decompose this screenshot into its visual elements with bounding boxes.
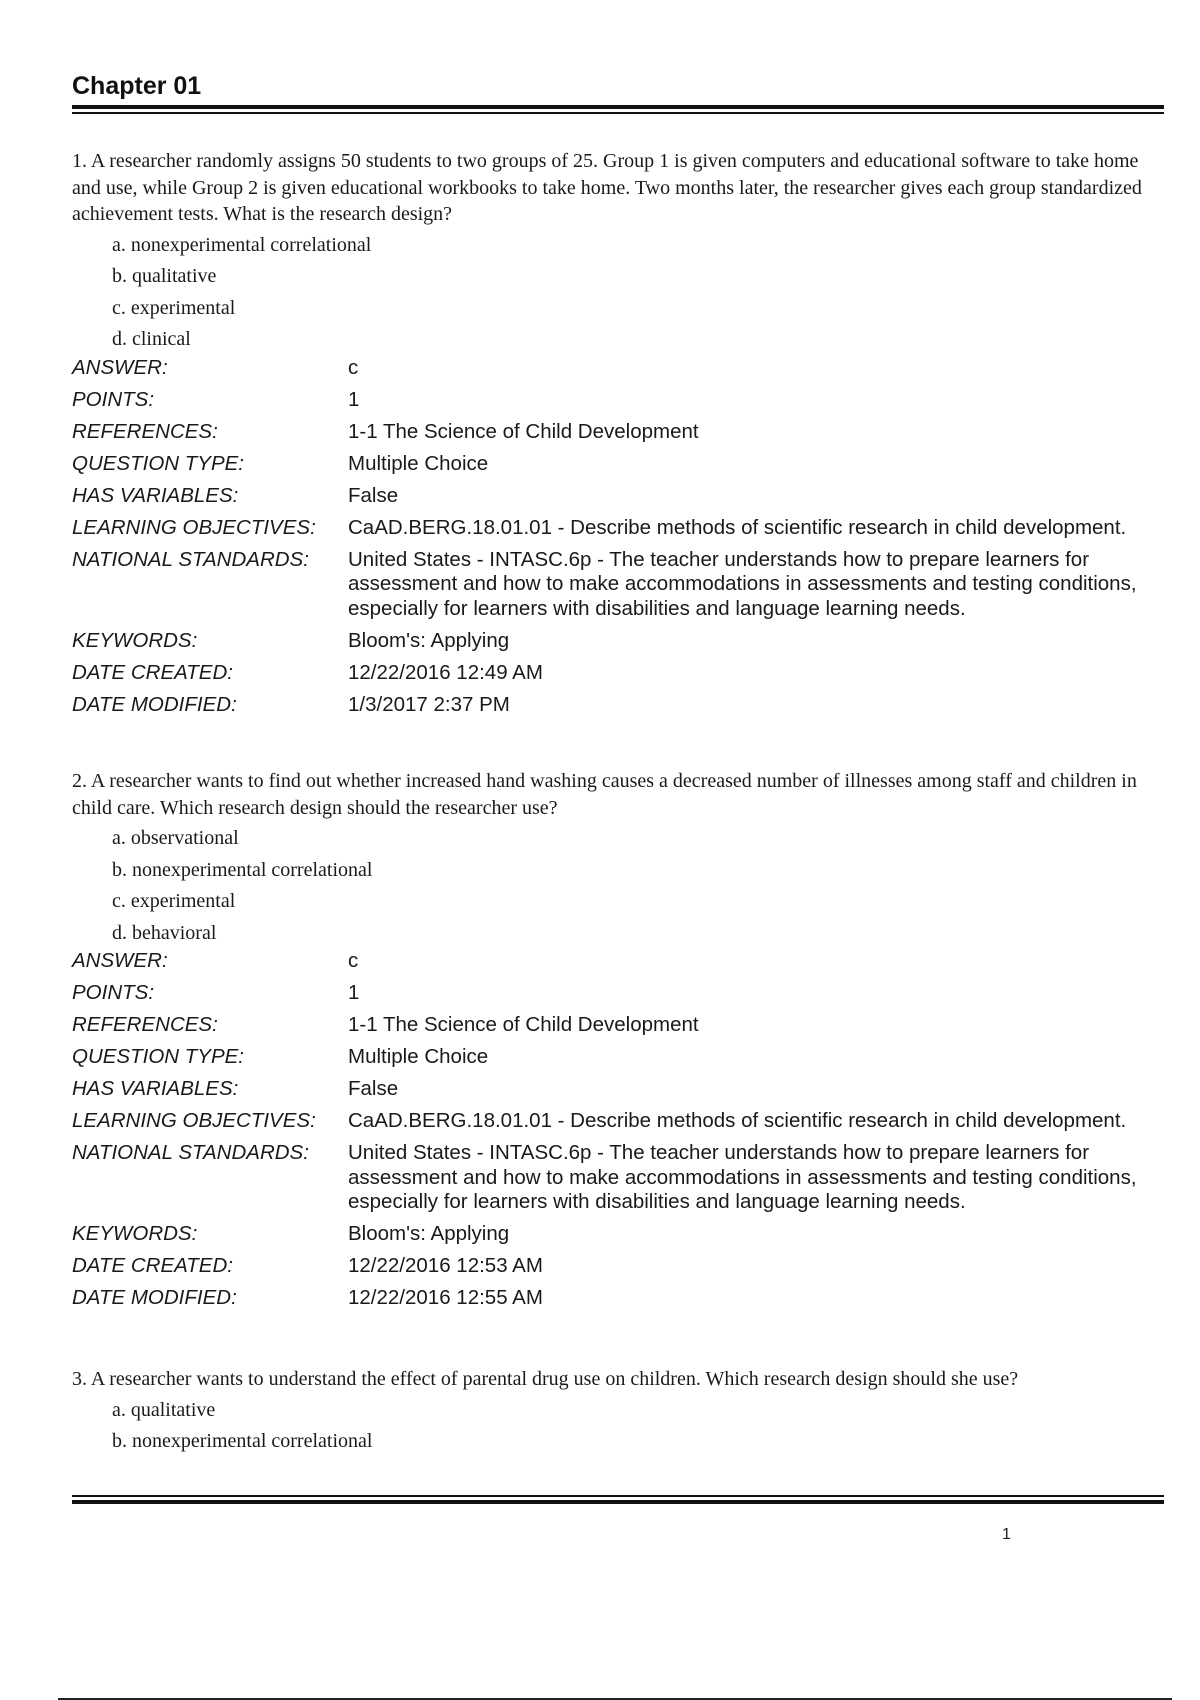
meta-question-type xyxy=(72,1045,1164,1070)
answer-choices xyxy=(72,823,1164,949)
meta-key: DATE CREATED: xyxy=(72,1254,233,1277)
meta-value: 1/3/2017 2:37 PM xyxy=(348,692,510,716)
choice-a: a. observational xyxy=(112,827,239,849)
question-2 xyxy=(72,768,1164,1318)
choice-c: c. experimental xyxy=(112,890,236,912)
question-metadata xyxy=(72,949,1164,1311)
meta-value: United States - INTASC.6p - The teacher understands how to prepare learners for assessment and how to make accommodations in assessments and testing conditions, especially for learners with disabilities and language learning needs. xyxy=(348,547,1137,620)
meta-value: 12/22/2016 12:53 AM xyxy=(348,1254,543,1277)
meta-key: DATE MODIFIED: xyxy=(72,692,237,716)
meta-value: 12/22/2016 12:55 AM xyxy=(348,1286,543,1309)
meta-value: Bloom's: Applying xyxy=(348,628,510,652)
meta-date-created xyxy=(72,661,1164,686)
meta-question-type xyxy=(72,452,1164,477)
meta-date-created xyxy=(72,1254,1164,1279)
meta-key: DATE CREATED: xyxy=(72,660,233,684)
meta-has-variables xyxy=(72,484,1164,509)
choice-c: c. experimental xyxy=(112,296,236,319)
meta-key: LEARNING OBJECTIVES: xyxy=(72,1109,316,1132)
question-stem: 1. A researcher randomly assigns 50 students to two groups of 25. Group 1 is given computers and educational software to take home and use, while Group 2 is given educational workbooks to take home. Two months later, the researcher gives each group standardized achievement tests. What is the research design? xyxy=(72,150,1142,225)
meta-value: 1 xyxy=(348,981,360,1004)
meta-value: CaAD.BERG.18.01.01 - Describe methods of scientific research in child development. xyxy=(348,1109,1127,1132)
meta-key: POINTS: xyxy=(72,981,155,1004)
meta-key: KEYWORDS: xyxy=(72,628,198,652)
meta-key: ANSWER: xyxy=(72,355,168,379)
header-rule-thin xyxy=(72,112,1164,114)
meta-key: NATIONAL STANDARDS: xyxy=(72,547,309,571)
choice-d: d. clinical xyxy=(112,328,191,350)
meta-date-modified xyxy=(72,1286,1164,1311)
meta-key: LEARNING OBJECTIVES: xyxy=(72,515,316,539)
meta-key: POINTS: xyxy=(72,387,155,411)
meta-key: DATE MODIFIED: xyxy=(72,1286,237,1309)
choice-b: b. nonexperimental correlational xyxy=(112,858,373,881)
chapter-title: Chapter 01 xyxy=(72,72,202,100)
meta-value: c xyxy=(348,355,359,379)
meta-key: HAS VARIABLES: xyxy=(72,483,239,507)
meta-key: ANSWER: xyxy=(72,949,168,972)
choice-d: d. behavioral xyxy=(112,921,217,944)
meta-key: REFERENCES: xyxy=(72,1013,218,1036)
meta-value: Multiple Choice xyxy=(348,1045,489,1068)
meta-national-standards xyxy=(72,548,1164,622)
meta-key: QUESTION TYPE: xyxy=(72,451,244,475)
meta-has-variables xyxy=(72,1077,1164,1102)
choice-b: b. qualitative xyxy=(112,265,217,287)
meta-value: 12/22/2016 12:49 AM xyxy=(348,660,543,684)
question-metadata xyxy=(72,356,1164,718)
footer-double-rule xyxy=(72,1495,1164,1505)
choice-a: a. qualitative xyxy=(112,1398,216,1421)
meta-value: Multiple Choice xyxy=(348,451,489,475)
meta-value: United States - INTASC.6p - The teacher understands how to prepare learners for assessment and how to make accommodations in assessments and testing conditions, especially for learners with disabilities and language learning needs. xyxy=(348,1141,1137,1213)
meta-keywords xyxy=(72,629,1164,654)
meta-value: False xyxy=(348,483,399,507)
choice-a: a. nonexperimental correlational xyxy=(112,233,372,256)
meta-key: KEYWORDS: xyxy=(72,1222,198,1245)
question-1 xyxy=(72,148,1164,725)
header-double-rule xyxy=(72,105,1164,115)
meta-key: QUESTION TYPE: xyxy=(72,1045,244,1068)
meta-answer xyxy=(72,356,1164,381)
meta-keywords xyxy=(72,1222,1164,1247)
footer-rule-thick xyxy=(72,1500,1164,1504)
meta-value: Bloom's: Applying xyxy=(348,1222,510,1245)
question-3 xyxy=(72,1366,1164,1458)
meta-value: 1-1 The Science of Child Development xyxy=(348,419,699,443)
meta-national-standards xyxy=(72,1141,1164,1215)
meta-learning-objectives xyxy=(72,516,1164,541)
meta-points xyxy=(72,388,1164,413)
meta-key: HAS VARIABLES: xyxy=(72,1077,239,1100)
footer-rule-thin xyxy=(72,1495,1164,1497)
meta-date-modified xyxy=(72,693,1164,718)
meta-answer xyxy=(72,949,1164,974)
meta-value: 1-1 The Science of Child Development xyxy=(348,1013,699,1036)
meta-value: c xyxy=(348,949,359,972)
answer-choices xyxy=(72,230,1164,356)
meta-key: NATIONAL STANDARDS: xyxy=(72,1141,309,1164)
question-stem: 3. A researcher wants to understand the effect of parental drug use on children. Which research design should she use? xyxy=(72,1368,1019,1390)
answer-choices xyxy=(72,1395,1164,1458)
choice-b: b. nonexperimental correlational xyxy=(112,1430,373,1452)
question-stem: 2. A researcher wants to find out whether increased hand washing causes a decreased number of illnesses among staff and children in child care. Which research design should the researcher use? xyxy=(72,770,1137,819)
meta-value: 1 xyxy=(348,387,360,411)
header-rule-thick xyxy=(72,105,1164,109)
meta-references xyxy=(72,1013,1164,1038)
meta-learning-objectives xyxy=(72,1109,1164,1134)
meta-references xyxy=(72,420,1164,445)
meta-value: CaAD.BERG.18.01.01 - Describe methods of scientific research in child development. xyxy=(348,515,1127,539)
page-number: 1 xyxy=(1002,1526,1011,1543)
meta-value: False xyxy=(348,1077,399,1100)
meta-points xyxy=(72,981,1164,1006)
meta-key: REFERENCES: xyxy=(72,419,218,443)
